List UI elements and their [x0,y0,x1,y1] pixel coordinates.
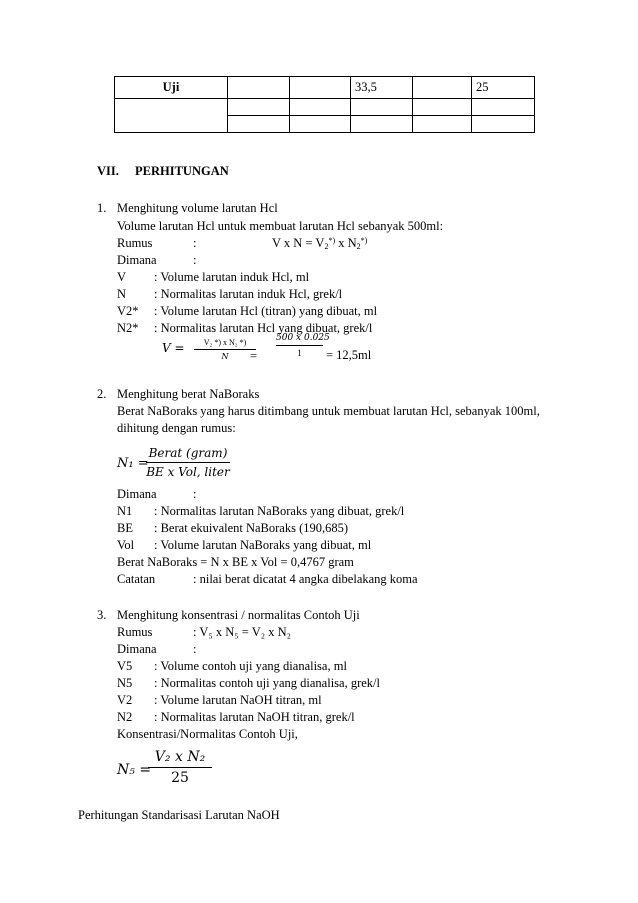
definition-symbol: V [117,270,127,284]
item-number: 2. [97,387,107,401]
table-cell [290,99,351,116]
table-row [115,77,535,99]
item-description: Berat NaBoraks yang harus ditimbang untuk membuat larutan Hcl, sebanyak 100ml, [117,404,540,418]
dimana-label: Dimana [117,487,157,501]
table-cell [351,116,413,133]
fraction-denominator: 1 [297,348,302,358]
table-cell [115,99,228,133]
equation-lhs: V = [162,341,185,355]
definition-symbol: N1 [117,504,133,518]
definition-symbol: V5 [117,659,133,673]
rumus-formula: V x $N = V_2^{*)}$ x $N_2^{*)}$ [272,236,368,251]
page-footer: Perhitungan Standarisasi Larutan NaOH [78,808,280,822]
berat-formula: Berat NaBoraks = N x BE x Vol = 0,4767 gram [117,555,354,569]
definition-text: : Normalitas larutan NaOH titran, grek/l [154,710,355,724]
rumus-label: Rumus [117,625,153,639]
table-cell [228,77,290,99]
definition-text: : Normalitas larutan NaBoraks yang dibuat, grek/l [154,504,405,518]
fraction-numerator: V₂ *) x N₂ *) [203,338,247,347]
equals-sign: = [250,349,258,363]
definition-text: : Volume larutan NaOH titran, ml [154,693,322,707]
rumus-formula: : V₅ x N₅ = V₂ x N₂ [193,625,291,639]
table-cell: 33,5 [351,77,413,99]
fraction-bar [276,345,323,346]
section-number: VII. [97,164,119,178]
table-cell [472,116,535,133]
fraction-denominator: N [221,352,229,361]
definition-text: : Normalitas larutan induk Hcl, grek/l [154,287,343,301]
table-cell [413,99,472,116]
fraction-numerator: 500 x 0.025 [276,333,330,343]
item-title: Menghitung volume larutan Hcl [117,201,278,215]
fraction [276,333,330,358]
item-title: Menghitung berat NaBoraks [117,387,260,401]
definition-symbol: N2* [117,321,139,335]
table-cell [472,99,535,116]
catatan-label: Catatan [117,572,156,586]
konsentrasi-label: Konsentrasi/Normalitas Contoh Uji, [117,727,298,741]
definition-symbol: N5 [117,676,133,690]
fraction-denominator: 25 [171,770,189,786]
fraction-numerator: Berat (gram) [148,446,228,460]
data-table [114,76,535,133]
fraction-denominator: BE x Vol, liter [146,465,230,479]
item-number: 1. [97,201,107,215]
fraction-bar [194,349,256,350]
result-value: = 12,5ml [326,348,372,362]
definition-text: : Berat ekuivalent NaBoraks (190,685) [154,521,349,535]
table-cell [228,116,290,133]
table-cell [290,116,351,133]
definition-text: : Normalitas contoh uji yang dianalisa, grek/l [154,676,380,690]
definition-text: : Volume contoh uji yang dianalisa, ml [154,659,347,673]
definition-symbol: V2 [117,693,133,707]
table-cell: 25 [472,77,535,99]
fraction-bar [148,767,212,768]
fraction [148,749,212,786]
table-cell [413,116,472,133]
section-title: PERHITUNGAN [135,164,229,178]
definition-text: : Normalitas larutan Hcl yang dibuat, grek/l [154,321,373,335]
fraction [194,338,256,361]
catatan-text: : nilai berat dicatat 4 angka dibelakang koma [193,572,418,586]
item-number: 3. [97,608,107,622]
fraction-bar [146,462,230,463]
definition-symbol: BE [117,521,133,535]
colon: : [193,253,197,267]
equation-lhs: N₅ = [117,762,152,778]
colon: : [193,487,197,501]
definition-text: : Volume larutan Hcl (titran) yang dibuat, ml [154,304,378,318]
dimana-label: Dimana [117,642,157,656]
fraction-numerator: V₂ x N₂ [154,749,206,765]
colon: : [193,236,197,250]
item-description: Volume larutan Hcl untuk membuat larutan Hcl sebanyak 500ml: [117,219,444,233]
rumus-label: Rumus [117,236,153,250]
table-cell [413,77,472,99]
item-description: dihitung dengan rumus: [117,421,236,435]
table-cell [290,77,351,99]
table-cell: Uji [115,77,228,99]
table-cell [228,99,290,116]
item-title: Menghitung konsentrasi / normalitas Contoh Uji [117,608,360,622]
definition-symbol: N2 [117,710,133,724]
definition-symbol: V2* [117,304,139,318]
table-cell [351,99,413,116]
table-row [115,99,535,116]
definition-symbol: Vol [117,538,135,552]
colon: : [193,642,197,656]
definition-text: : Volume larutan NaBoraks yang dibuat, ml [154,538,372,552]
fraction [146,446,230,479]
equation-lhs: N₁ = [117,456,149,471]
definition-text: : Volume larutan induk Hcl, ml [154,270,310,284]
definition-symbol: N [117,287,127,301]
dimana-label: Dimana [117,253,157,267]
